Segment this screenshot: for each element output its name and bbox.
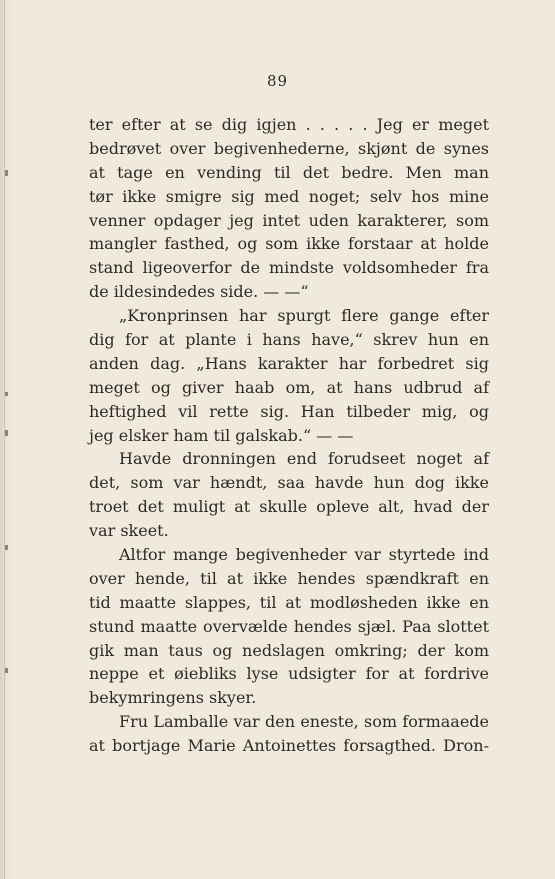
page-number: 89 [266,72,289,90]
text-line: bekymringens skyer. [89,688,257,708]
text-line: Altfor mange begivenheder var styrtede ind [119,545,489,565]
margin-mark [5,430,8,436]
text-line: gik man taus og nedslagen omkring; der kom [89,640,489,660]
text-line: det, som var hændt, saa havde hun dog ikke [89,473,489,493]
text-line: heftighed vil rette sig. Han tilbeder mig, og [89,401,489,421]
text-line: „Kronprinsen har spurgt flere gange efter [119,306,489,326]
text-line: meget og giver haab om, at hans udbrud af [89,377,489,397]
text-line: var skeet. [89,521,169,541]
text-line: stund maatte overvælde hendes sjæl. Paa slottet [89,616,489,636]
text-line: neppe et øiebliks lyse udsigter for at fordrive [89,664,489,684]
page-spine-edge [4,0,5,879]
margin-mark [5,668,8,673]
text-line: tid maatte slappes, til at modløsheden ikke en [89,592,489,612]
text-line: Fru Lamballe var den eneste, som formaaede [119,712,489,732]
text-line: at tage en vending til det bedre. Men man [89,162,489,182]
text-line: jeg elsker ham til galskab.“ — — [89,425,354,445]
text-line: venner opdager jeg intet uden karakterer, som [89,210,489,230]
text-line: de ildesindedes side. — —“ [89,282,309,302]
margin-mark [5,545,8,550]
text-line: dig for at plante i hans have,“ skrev hun en [89,330,489,350]
text-line: Havde dronningen end forudseet noget af [119,449,489,469]
text-line: ter efter at se dig igjen . . . . . Jeg er meget [89,115,489,134]
text-line: at bortjage Marie Antoinettes forsagthed. Dron- [89,736,489,756]
text-line: anden dag. „Hans karakter har forbedret sig [89,353,489,373]
text-line: mangler fasthed, og som ikke forstaar at holde [89,234,489,254]
text-line: tør ikke smigre sig med noget; selv hos mine [89,186,489,206]
body-text [89,113,489,758]
text-line: bedrøvet over begivenhederne, skjønt de synes [89,138,489,158]
text-line: over hende, til at ikke hendes spændkraft en [89,568,489,588]
margin-mark [5,170,8,176]
margin-mark [5,392,8,396]
text-line: stand ligeoverfor de mindste voldsomheder fra [89,258,489,278]
text-line: troet det muligt at skulle opleve alt, hvad der [89,497,489,517]
